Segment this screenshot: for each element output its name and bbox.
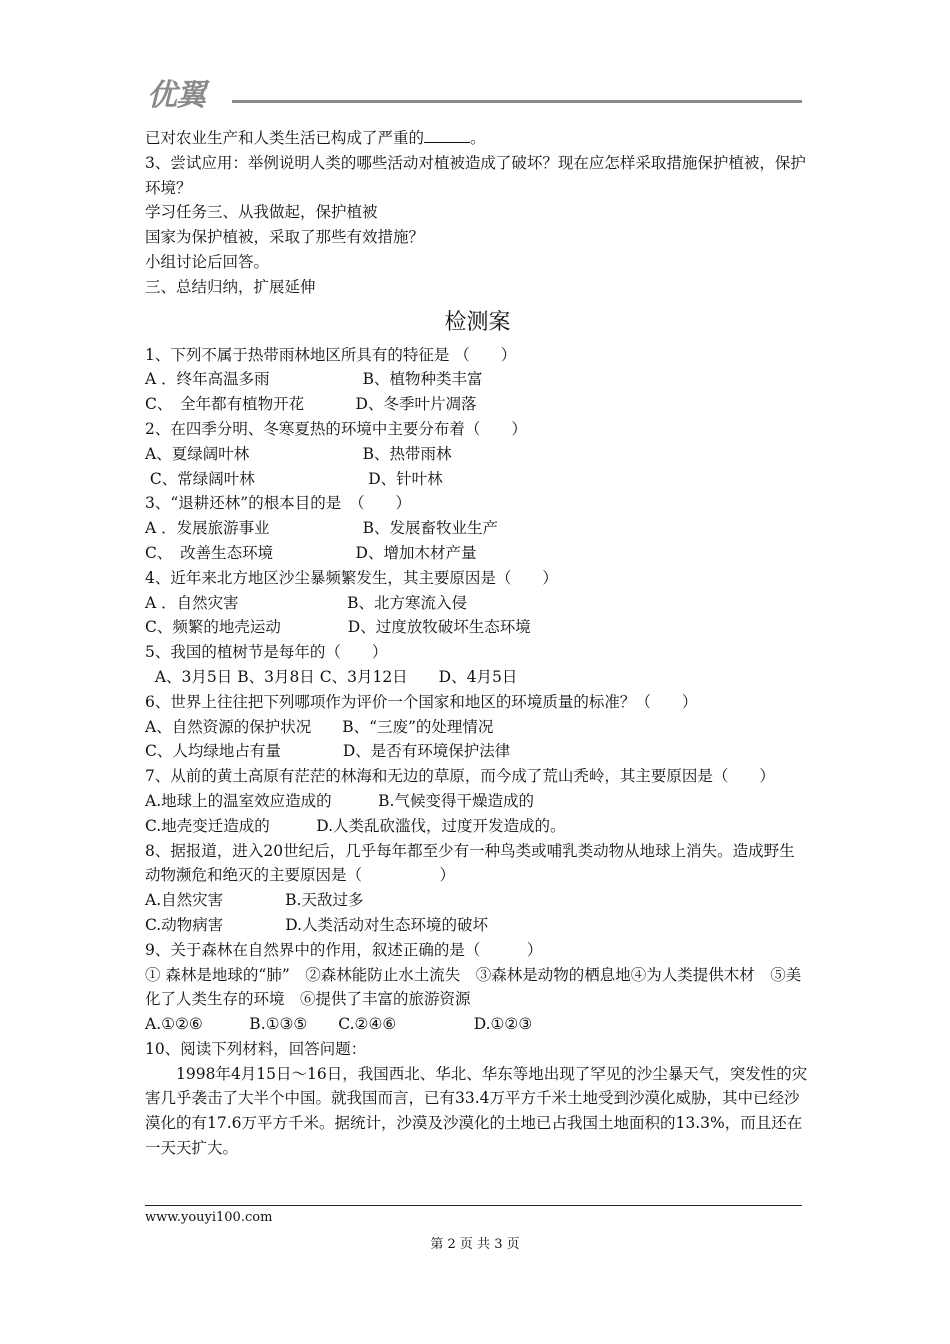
question-7-options-ab: A.地球上的温室效应造成的 B.气候变得干燥造成的 xyxy=(145,791,534,810)
question-line: A、自然资源的保护状况 B、“三废”的处理情况 xyxy=(145,717,494,736)
question-line: A、3月5日 B、3月8日 C、3月12日 D、4月5日 xyxy=(145,667,518,686)
header-rule xyxy=(232,100,802,103)
summary-heading: 三、总结归纳，扩展延伸 xyxy=(145,277,316,296)
youyi-logo: 优翼 xyxy=(147,78,205,113)
footer-url: www.youyi100.com xyxy=(145,1210,273,1225)
section-title: 检测案 xyxy=(444,309,511,335)
question-line: 5、我国的植树节是每年的（ ） xyxy=(145,643,388,662)
question-10-stem: 10、阅读下列材料，回答问题： xyxy=(145,1039,367,1058)
page-number: 第 2 页 共 3 页 xyxy=(430,1237,520,1252)
footer-rule xyxy=(145,1205,802,1206)
question-line: A、夏绿阔叶林 B、热带雨林 xyxy=(145,444,452,463)
intro-question-3: 3、尝试应用：举例说明人类的哪些活动对植被造成了破坏？现在应怎样采取措施保护植被，保护环境？ xyxy=(145,153,806,197)
question-7-stem: 7、从前的黄土高原有茫茫的林海和无边的草原，而今成了荒山秃岭，其主要原因是（ ） xyxy=(145,767,775,786)
question-line: C、 全年都有植物开花 D、冬季叶片凋落 xyxy=(145,395,477,414)
question-10-passage: 1998年4月15日～16日，我国西北、华北、华东等地出现了罕见的沙尘暴天气，突发性的灾害几乎袭击了大半个中国。就我国而言，已有33.4万平方千米土地受到沙漠化威胁，其中已经沙漠化的有17.6万平方千米。据统计，沙漠及沙漠化的土地已占我国土地面积的13.3%，而且还在一天天扩大。 xyxy=(145,1064,808,1158)
task-three-heading: 学习任务三、从我做起，保护植被 xyxy=(145,203,378,222)
question-line: 6、世界上往往把下列哪项作为评价一个国家和地区的环境质量的标准？（ ） xyxy=(145,692,698,711)
question-7-options-cd: C.地壳变迁造成的 D.人类乱砍滥伐，过度开发造成的。 xyxy=(145,816,566,835)
question-8-options-cd: C.动物病害 D.人类活动对生态环境的破坏 xyxy=(145,915,489,934)
answer-blank xyxy=(424,128,470,143)
question-line: C、常绿阔叶林 D、针叶林 xyxy=(145,469,443,488)
question-line: 2、在四季分明、冬寒夏热的环境中主要分布着（ ） xyxy=(145,419,527,438)
intro-line-1: 已对农业生产和人类生活已构成了严重的 。 xyxy=(145,129,486,147)
question-9-items: ① 森林是地球的“肺” ②森林能防止水土流失 ③森林是动物的栖息地④为人类提供木材 ⑤美化了人类生存的环境 ⑥提供了丰富的旅游资源 xyxy=(145,965,802,1009)
question-line: 3、“退耕还林”的根本目的是 （ ） xyxy=(145,494,411,513)
question-9-options: A.①②⑥ B.①③⑤ C.②④⑥ D.①②③ xyxy=(145,1015,533,1034)
question-line: 4、近年来北方地区沙尘暴频繁发生，其主要原因是（ ） xyxy=(145,568,558,587)
question-line: C、人均绿地占有量 D、是否有环境保护法律 xyxy=(145,742,511,761)
discussion-note: 小组讨论后回答。 xyxy=(145,252,270,271)
page-body xyxy=(145,126,810,1161)
question-line: 1、下列不属于热带雨林地区所具有的特征是 （ ） xyxy=(145,345,517,364)
question-line: A ．发展旅游事业 B、发展畜牧业生产 xyxy=(145,519,499,538)
question-line: A ．自然灾害 B、北方寒流入侵 xyxy=(145,593,468,612)
question-8-options-ab: A.自然灾害 B.天敌过多 xyxy=(145,891,364,910)
question-8-stem: 8、据报道，进入20世纪后，几乎每年都至少有一种鸟类或哺乳类动物从地球上消失。造成野生动物濒危和绝灭的主要原因是（ ） xyxy=(145,841,795,885)
question-9-stem: 9、关于森林在自然界中的作用，叙述正确的是（ ） xyxy=(145,940,543,959)
question-line: C、频繁的地壳运动 D、过度放牧破坏生态环境 xyxy=(145,618,531,637)
task-three-question: 国家为保护植被，采取了那些有效措施？ xyxy=(145,228,425,247)
question-line: A ．终年高温多雨 B、植物种类丰富 xyxy=(145,370,483,389)
question-line: C、 改善生态环境 D、增加木材产量 xyxy=(145,543,477,562)
